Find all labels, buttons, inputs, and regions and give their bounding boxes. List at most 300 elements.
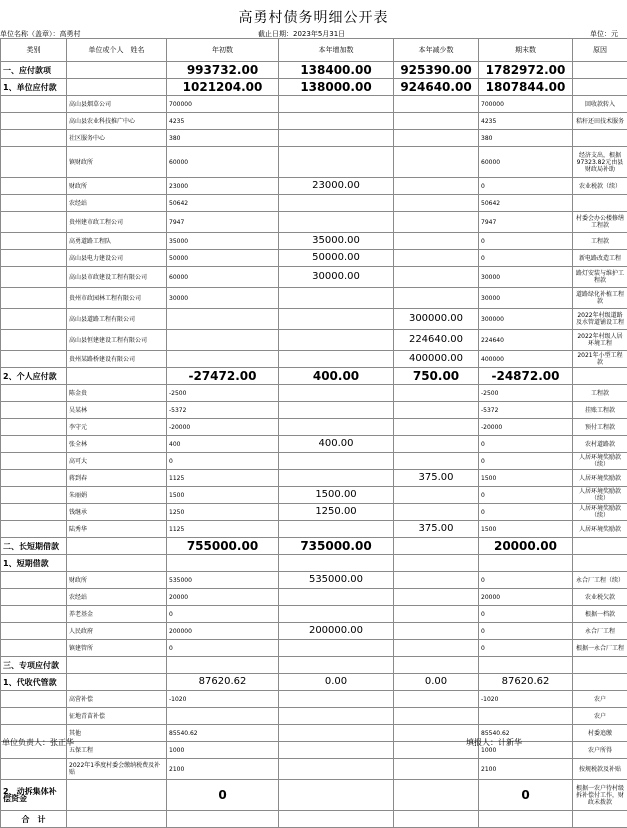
category-cell: [1, 96, 67, 113]
decrease-cell: 925390.00: [394, 62, 479, 79]
opening-cell: 1250: [167, 504, 279, 521]
payee-cell: 人民政府: [67, 623, 167, 640]
category-cell: [1, 402, 67, 419]
category-cell: [1, 470, 67, 487]
table-row: [1, 351, 627, 368]
increase-cell: [279, 385, 394, 402]
decrease-cell: [394, 759, 479, 780]
reason-cell: 秸秆还田技术服务: [573, 113, 627, 130]
page-title: 高勇村债务明细公开表: [0, 7, 627, 27]
ending-cell: 0: [479, 572, 573, 589]
reason-cell: 2021年小型工程款: [573, 351, 627, 368]
reason-cell: 经济支出，根据97323.82元由县财政局补助: [573, 147, 627, 178]
category-cell: [1, 330, 67, 351]
ending-cell: 0: [479, 250, 573, 267]
increase-cell: 735000.00: [279, 538, 394, 555]
table-row: [1, 708, 627, 725]
category-cell: 1、单位应付款: [1, 79, 67, 96]
table-row: [1, 606, 627, 623]
ending-cell: 50642: [479, 195, 573, 212]
table-row: [1, 113, 627, 130]
category-cell: [1, 130, 67, 147]
category-cell: [1, 147, 67, 178]
reason-cell: 新电路改造工程: [573, 250, 627, 267]
opening-cell: 60000: [167, 267, 279, 288]
ending-cell: 0: [479, 233, 573, 250]
decrease-cell: [394, 96, 479, 113]
increase-cell: [279, 96, 394, 113]
payee-cell: 镇建管所: [67, 640, 167, 657]
opening-cell: 35000: [167, 233, 279, 250]
category-cell: [1, 487, 67, 504]
reason-cell: 预付工程款: [573, 419, 627, 436]
payee-cell: 养老基金: [67, 606, 167, 623]
decrease-cell: [394, 436, 479, 453]
increase-cell: [279, 555, 394, 572]
payee-cell: [67, 657, 167, 674]
reason-cell: 农村道路款: [573, 436, 627, 453]
ending-cell: 2100: [479, 759, 573, 780]
table-row: [1, 62, 627, 79]
table-row: [1, 811, 627, 828]
ending-cell: [479, 657, 573, 674]
table-row: [1, 419, 627, 436]
opening-cell: 1125: [167, 521, 279, 538]
opening-cell: [167, 811, 279, 828]
table-row: [1, 504, 627, 521]
ending-cell: [479, 811, 573, 828]
increase-cell: 23000.00: [279, 178, 394, 195]
payee-cell: 李守元: [67, 419, 167, 436]
payee-cell: 镇财政所: [67, 147, 167, 178]
ending-cell: 1000: [479, 742, 573, 759]
decrease-cell: [394, 811, 479, 828]
decrease-cell: 750.00: [394, 368, 479, 385]
opening-cell: [167, 657, 279, 674]
payee-cell: 高勇道路工程队: [67, 233, 167, 250]
ending-cell: 0: [479, 623, 573, 640]
decrease-cell: [394, 691, 479, 708]
opening-cell: 0: [167, 780, 279, 811]
ending-cell: 700000: [479, 96, 573, 113]
table-row: [1, 470, 627, 487]
ending-cell: -2500: [479, 385, 573, 402]
reason-cell: 人居环境奖励款: [573, 470, 627, 487]
ending-cell: 400000: [479, 351, 573, 368]
payee-cell: 张全林: [67, 436, 167, 453]
reason-cell: [573, 195, 627, 212]
filler-signature: 填报人：计新华: [466, 737, 522, 748]
table-row: [1, 130, 627, 147]
payee-cell: 陈金贵: [67, 385, 167, 402]
decrease-cell: 400000.00: [394, 351, 479, 368]
increase-cell: [279, 521, 394, 538]
decrease-cell: [394, 267, 479, 288]
decrease-cell: [394, 419, 479, 436]
payee-cell: 朱丽娟: [67, 487, 167, 504]
opening-cell: [167, 309, 279, 330]
increase-cell: [279, 470, 394, 487]
payee-cell: 贵州市政园林工程有限公司: [67, 288, 167, 309]
ending-cell: 0: [479, 640, 573, 657]
increase-cell: [279, 402, 394, 419]
category-cell: [1, 250, 67, 267]
decrease-cell: [394, 212, 479, 233]
reason-cell: 人居环境奖励款（续）: [573, 504, 627, 521]
increase-cell: 400.00: [279, 368, 394, 385]
increase-cell: [279, 657, 394, 674]
increase-cell: [279, 708, 394, 725]
payee-cell: [67, 674, 167, 691]
payee-cell: 高营补偿: [67, 691, 167, 708]
opening-cell: 50000: [167, 250, 279, 267]
decrease-cell: [394, 402, 479, 419]
decrease-cell: [394, 780, 479, 811]
ending-cell: 0: [479, 780, 573, 811]
opening-cell: [167, 555, 279, 572]
ending-cell: 0: [479, 487, 573, 504]
category-cell: [1, 708, 67, 725]
category-cell: [1, 419, 67, 436]
category-cell: [1, 212, 67, 233]
category-cell: [1, 453, 67, 470]
header-cell: 本年增加数: [279, 39, 394, 62]
increase-cell: 138000.00: [279, 79, 394, 96]
ending-cell: 30000: [479, 267, 573, 288]
opening-cell: 1500: [167, 487, 279, 504]
category-cell: 二、长短期借款: [1, 538, 67, 555]
reason-cell: 农业税欠款: [573, 589, 627, 606]
payee-cell: 贵州某路桥建设有限公司: [67, 351, 167, 368]
category-cell: [1, 195, 67, 212]
table-row: [1, 402, 627, 419]
table-row: [1, 538, 627, 555]
payee-cell: 高可大: [67, 453, 167, 470]
opening-cell: -5372: [167, 402, 279, 419]
reason-cell: [573, 368, 627, 385]
ending-cell: [479, 708, 573, 725]
payee-cell: 高山县恒建建设工程有限公司: [67, 330, 167, 351]
increase-cell: 200000.00: [279, 623, 394, 640]
decrease-cell: [394, 623, 479, 640]
payee-cell: 高山县电力建设公司: [67, 250, 167, 267]
table-row: [1, 657, 627, 674]
payee-cell: 高山县农业科技推广中心: [67, 113, 167, 130]
opening-cell: 535000: [167, 572, 279, 589]
decrease-cell: 924640.00: [394, 79, 479, 96]
reason-cell: 根据一档款: [573, 606, 627, 623]
table-row: [1, 487, 627, 504]
decrease-cell: [394, 572, 479, 589]
header-row: [1, 39, 627, 62]
decrease-cell: 300000.00: [394, 309, 479, 330]
payee-cell: 其他: [67, 725, 167, 742]
decrease-cell: [394, 288, 479, 309]
category-cell: [1, 589, 67, 606]
ending-cell: 1500: [479, 470, 573, 487]
ending-cell: 300000: [479, 309, 573, 330]
increase-cell: 50000.00: [279, 250, 394, 267]
table-row: [1, 288, 627, 309]
increase-cell: 0.00: [279, 674, 394, 691]
reason-cell: 按规税款及补贴: [573, 759, 627, 780]
decrease-cell: [394, 130, 479, 147]
increase-cell: [279, 288, 394, 309]
payee-cell: 农经站: [67, 195, 167, 212]
category-cell: 三、专项应付款: [1, 657, 67, 674]
increase-cell: 1250.00: [279, 504, 394, 521]
increase-cell: [279, 419, 394, 436]
opening-cell: 23000: [167, 178, 279, 195]
reason-cell: 2022年村级道路及水管道铺设工程: [573, 309, 627, 330]
reason-cell: 农户所得: [573, 742, 627, 759]
ending-cell: 0: [479, 178, 573, 195]
opening-cell: 7947: [167, 212, 279, 233]
payee-cell: 农经站: [67, 589, 167, 606]
increase-cell: [279, 725, 394, 742]
payee-cell: [67, 811, 167, 828]
reason-cell: 人居环境奖励款（续）: [573, 453, 627, 470]
opening-cell: 993732.00: [167, 62, 279, 79]
decrease-cell: [394, 640, 479, 657]
decrease-cell: [394, 606, 479, 623]
payee-cell: [67, 555, 167, 572]
category-cell: 一、应付款项: [1, 62, 67, 79]
opening-cell: 400: [167, 436, 279, 453]
increase-cell: 400.00: [279, 436, 394, 453]
increase-cell: [279, 330, 394, 351]
category-cell: [1, 436, 67, 453]
reason-cell: 2022年村级人居环境工程: [573, 330, 627, 351]
table-row: [1, 233, 627, 250]
reason-cell: 道路绿化补植工程款: [573, 288, 627, 309]
reason-cell: 农业税款（续）: [573, 178, 627, 195]
opening-cell: 60000: [167, 147, 279, 178]
payee-cell: 五保工程: [67, 742, 167, 759]
reason-cell: [573, 657, 627, 674]
reason-cell: 村委会办公楼修缮工程款: [573, 212, 627, 233]
opening-cell: 380: [167, 130, 279, 147]
reason-cell: [573, 79, 627, 96]
table-row: [1, 79, 627, 96]
payee-cell: 2022年1季度村委会缴纳税费及补贴: [67, 759, 167, 780]
decrease-cell: 224640.00: [394, 330, 479, 351]
ending-cell: 380: [479, 130, 573, 147]
table-row: [1, 759, 627, 780]
table-row: [1, 178, 627, 195]
increase-cell: 1500.00: [279, 487, 394, 504]
opening-cell: 87620.62: [167, 674, 279, 691]
decrease-cell: [394, 538, 479, 555]
category-cell: 1、代收代管款: [1, 674, 67, 691]
table-row: [1, 309, 627, 330]
unit-name: 单位名称（盖章）：高勇村: [0, 29, 81, 39]
reason-cell: [573, 674, 627, 691]
ending-cell: 30000: [479, 288, 573, 309]
ending-cell: 0: [479, 436, 573, 453]
decrease-cell: [394, 589, 479, 606]
table-row: [1, 742, 627, 759]
opening-cell: 1000: [167, 742, 279, 759]
opening-cell: 755000.00: [167, 538, 279, 555]
ending-cell: 4235: [479, 113, 573, 130]
reason-cell: 人居环境奖励款（续）: [573, 487, 627, 504]
category-cell: [1, 606, 67, 623]
increase-cell: [279, 811, 394, 828]
opening-cell: [167, 708, 279, 725]
reason-cell: [573, 130, 627, 147]
opening-cell: [167, 330, 279, 351]
decrease-cell: [394, 487, 479, 504]
reason-cell: [573, 62, 627, 79]
decrease-cell: 375.00: [394, 521, 479, 538]
opening-cell: 0: [167, 453, 279, 470]
payee-cell: [67, 538, 167, 555]
increase-cell: 138400.00: [279, 62, 394, 79]
increase-cell: [279, 691, 394, 708]
table-row: [1, 368, 627, 385]
decrease-cell: [394, 195, 479, 212]
header-cell: 原因: [573, 39, 627, 62]
ending-cell: 20000.00: [479, 538, 573, 555]
ending-cell: -24872.00: [479, 368, 573, 385]
opening-cell: 0: [167, 640, 279, 657]
decrease-cell: [394, 708, 479, 725]
opening-cell: 20000: [167, 589, 279, 606]
category-cell: [1, 351, 67, 368]
debt-table: [0, 38, 627, 828]
ending-cell: 87620.62: [479, 674, 573, 691]
payee-cell: 吴某林: [67, 402, 167, 419]
increase-cell: [279, 130, 394, 147]
decrease-cell: [394, 178, 479, 195]
table-row: [1, 572, 627, 589]
reason-cell: 农户: [573, 691, 627, 708]
category-cell: [1, 178, 67, 195]
ending-cell: 1782972.00: [479, 62, 573, 79]
category-cell: [1, 113, 67, 130]
increase-cell: [279, 309, 394, 330]
increase-cell: [279, 589, 394, 606]
category-cell: [1, 640, 67, 657]
decrease-cell: [394, 233, 479, 250]
table-row: [1, 96, 627, 113]
payee-cell: 征地青苗补偿: [67, 708, 167, 725]
payee-cell: 蒋到春: [67, 470, 167, 487]
table-row: [1, 212, 627, 233]
reason-cell: 人居环境奖励款: [573, 521, 627, 538]
reason-cell: 村委追缴: [573, 725, 627, 742]
reason-cell: 根据一永合厂工程: [573, 640, 627, 657]
payee-cell: 高山县市政建设工程有限公司: [67, 267, 167, 288]
opening-cell: 1021204.00: [167, 79, 279, 96]
ending-cell: 7947: [479, 212, 573, 233]
header-cell: 年初数: [167, 39, 279, 62]
increase-cell: [279, 212, 394, 233]
table-row: [1, 267, 627, 288]
category-cell: [1, 572, 67, 589]
opening-cell: 700000: [167, 96, 279, 113]
reason-cell: 根据一农户待村级拆补偿付工作，财政未拨款: [573, 780, 627, 811]
decrease-cell: [394, 453, 479, 470]
ending-cell: 224640: [479, 330, 573, 351]
table-row: [1, 385, 627, 402]
table-row: [1, 147, 627, 178]
payee-cell: 高山县道路工程有限公司: [67, 309, 167, 330]
decrease-cell: [394, 555, 479, 572]
opening-cell: 200000: [167, 623, 279, 640]
reason-cell: [573, 538, 627, 555]
opening-cell: 85540.62: [167, 725, 279, 742]
reason-cell: [573, 811, 627, 828]
opening-cell: 30000: [167, 288, 279, 309]
increase-cell: 30000.00: [279, 267, 394, 288]
table-row: [1, 250, 627, 267]
ending-cell: 0: [479, 453, 573, 470]
opening-cell: 50642: [167, 195, 279, 212]
table-row: [1, 555, 627, 572]
table-row: [1, 330, 627, 351]
increase-cell: [279, 453, 394, 470]
reason-cell: [573, 555, 627, 572]
category-cell: [1, 267, 67, 288]
category-cell: [1, 385, 67, 402]
cutoff-date: 截止日期：2023年5月31日: [258, 29, 345, 39]
category-cell: 2、个人应付款: [1, 368, 67, 385]
reason-cell: 工程款: [573, 233, 627, 250]
increase-cell: [279, 195, 394, 212]
table-row: [1, 640, 627, 657]
header-cell: 期末数: [479, 39, 573, 62]
payee-cell: 贵州建市政工程公司: [67, 212, 167, 233]
ending-cell: 1807844.00: [479, 79, 573, 96]
ending-cell: 60000: [479, 147, 573, 178]
payee-cell: 钱继承: [67, 504, 167, 521]
category-cell: [1, 504, 67, 521]
increase-cell: [279, 606, 394, 623]
reason-cell: 农户: [573, 708, 627, 725]
decrease-cell: [394, 657, 479, 674]
category-cell: [1, 309, 67, 330]
reason-cell: 工程款: [573, 385, 627, 402]
category-cell: 合 计: [1, 811, 67, 828]
increase-cell: [279, 147, 394, 178]
ending-cell: 20000: [479, 589, 573, 606]
table-row: [1, 725, 627, 742]
opening-cell: 1125: [167, 470, 279, 487]
ending-cell: 1500: [479, 521, 573, 538]
ending-cell: -20000: [479, 419, 573, 436]
decrease-cell: [394, 147, 479, 178]
header-cell: 类别: [1, 39, 67, 62]
currency-unit: 单位：元: [590, 29, 618, 39]
header-cell: 本年减少数: [394, 39, 479, 62]
category-cell: [1, 233, 67, 250]
increase-cell: [279, 780, 394, 811]
leader-signature: 单位负责人：张正华: [2, 737, 74, 748]
opening-cell: 0: [167, 606, 279, 623]
opening-cell: [167, 351, 279, 368]
payee-cell: [67, 79, 167, 96]
reason-cell: 永合厂工程（续）: [573, 572, 627, 589]
decrease-cell: 375.00: [394, 470, 479, 487]
header-cell: 单位或个人 姓名: [67, 39, 167, 62]
ending-cell: 0: [479, 504, 573, 521]
decrease-cell: [394, 250, 479, 267]
payee-cell: 财政所: [67, 178, 167, 195]
table-row: [1, 780, 627, 811]
payee-cell: 高山县烟草公司: [67, 96, 167, 113]
